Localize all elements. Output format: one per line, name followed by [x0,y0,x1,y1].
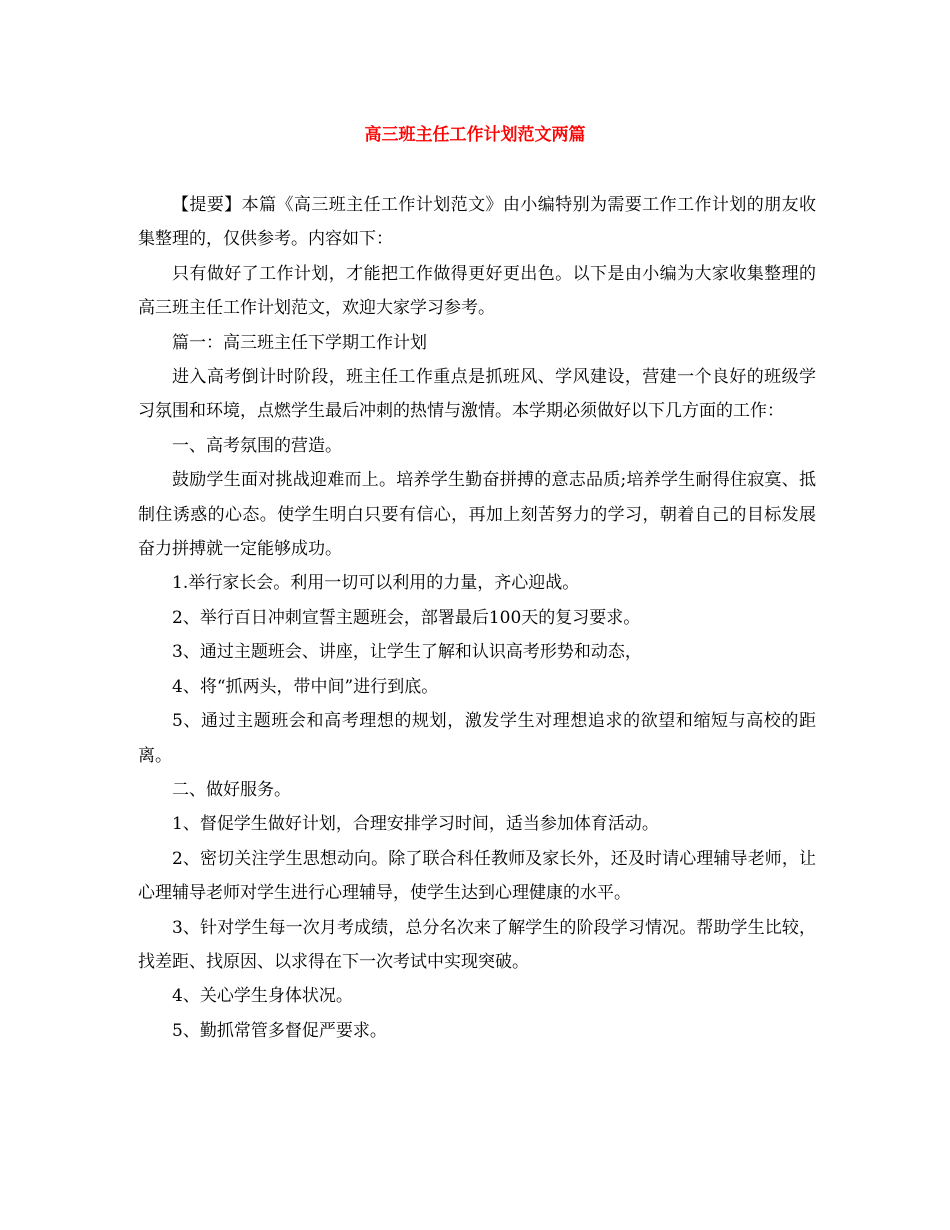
paragraph-encourage: 鼓励学生面对挑战迎难而上。培养学生勤奋拼搏的意志品质;培养学生耐得住寂寞、抵制住诱惑的心态。使学生明白只要有信心，再加上刻苦努力的学习，朝着自己的目标发展奋力拼搏就一定能够成功。 [138,470,816,560]
paragraph-intro: 只有做好了工作计划，才能把工作做得更好更出色。以下是由小编为大家收集整理的高三班主任工作计划范文，欢迎大家学习参考。 [138,263,816,319]
document-body [138,188,816,1048]
list-item: 2、举行百日冲刺宣誓主题班会，部署最后100天的复习要求。 [172,607,641,628]
list-item: 4、将“抓两头，带中间”进行到底。 [172,676,439,697]
paragraph-summary: 【提要】本篇《高三班主任工作计划范文》由小编特别为需要工作工作计划的朋友收集整理的，仅供参考。内容如下： [138,195,816,250]
list-item: 1.举行家长会。利用一切可以利用的力量，齐心迎战。 [172,573,580,594]
document-title: 高三班主任工作计划范文两篇 [364,125,586,145]
list-item: 4、关心学生身体状况。 [172,986,353,1007]
paragraph-overview: 进入高考倒计时阶段，班主任工作重点是抓班风、学风建设，营建一个良好的班级学习氛围和环境，点燃学生最后冲刺的热情与激情。本学期必须做好以下几方面的工作： [138,367,816,422]
list-item: 1、督促学生做好计划，合理安排学习时间，适当参加体育活动。 [172,814,659,835]
section-heading-part-one: 篇一：高三班主任下学期工作计划 [172,332,427,353]
section-heading-atmosphere: 一、高考氛围的营造。 [172,435,342,456]
list-item: 3、针对学生每一次月考成绩，总分名次来了解学生的阶段学习情况。帮助学生比较，找差距、找原因、以求得在下一次考试中实现突破。 [138,917,816,972]
list-item: 3、通过主题班会、讲座，让学生了解和认识高考形势和动态， [172,642,642,663]
section-heading-service: 二、做好服务。 [172,779,291,800]
list-item: 5、通过主题班会和高考理想的规划，激发学生对理想追求的欲望和缩短与高校的距离。 [138,711,816,766]
list-item: 2、密切关注学生思想动向。除了联合科任教师及家长外，还及时请心理辅导老师，让心理辅导老师对学生进行心理辅导，使学生达到心理健康的水平。 [138,848,816,904]
list-item: 5、勤抓常管多督促严要求。 [172,1020,387,1041]
